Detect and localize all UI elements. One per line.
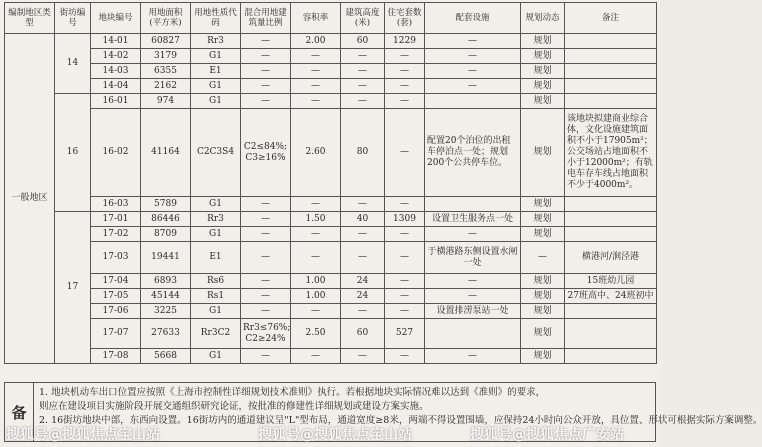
units-cell: — <box>385 289 425 304</box>
land-use-cell: Rr3C2 <box>191 319 241 349</box>
facilities-cell: — <box>425 274 521 289</box>
header-remarks: 备注 <box>565 3 657 34</box>
area-cell: 8709 <box>141 227 191 242</box>
table-row <box>5 212 657 227</box>
header-units: 住宅套数(套) <box>385 3 425 34</box>
area-cell: 86446 <box>141 212 191 227</box>
remark-cell: 该地块拟建商业综合体，文化设施建筑面积不小于17905m²；公交场站占地面积不小于12000m²；有轨电车存车线占地面积不少于4000m²。 <box>565 109 657 197</box>
far-cell: — <box>291 64 341 79</box>
height-cell: — <box>341 349 385 364</box>
table-row <box>5 94 657 109</box>
table-row <box>5 289 657 304</box>
plot-cell: 17-07 <box>91 319 141 349</box>
status-cell: 规划 <box>521 289 565 304</box>
far-cell: 1.00 <box>291 289 341 304</box>
land-use-cell: G1 <box>191 79 241 94</box>
facilities-cell: — <box>425 79 521 94</box>
far-cell: 1.50 <box>291 212 341 227</box>
land-use-cell: Rr3 <box>191 34 241 49</box>
plot-cell: 17-02 <box>91 227 141 242</box>
land-use-cell: Rr3 <box>191 212 241 227</box>
remark-cell <box>565 79 657 94</box>
area-cell: 3225 <box>141 304 191 319</box>
mix-ratio-cell: — <box>241 64 291 79</box>
units-cell: — <box>385 64 425 79</box>
plot-cell: 17-04 <box>91 274 141 289</box>
note-line-1: 1. 地块机动车出口位置应按照《上海市控制性详细规划技术准则》执行。若根据地块实际情况难以达到《准则》的要求， <box>39 387 546 398</box>
units-cell: — <box>385 79 425 94</box>
table-row <box>5 319 657 349</box>
far-cell: 2.00 <box>291 34 341 49</box>
facilities-cell: — <box>425 349 521 364</box>
area-cell: 45144 <box>141 289 191 304</box>
watermark: 搜狐号@搜狐焦点广安站 <box>470 427 624 443</box>
facilities-cell: — <box>425 34 521 49</box>
plot-cell: 14-02 <box>91 49 141 64</box>
remark-cell: 27班高中、24班初中 <box>565 289 657 304</box>
far-cell: — <box>291 227 341 242</box>
units-cell: 1229 <box>385 34 425 49</box>
mix-ratio-cell: — <box>241 274 291 289</box>
status-cell: 规划 <box>521 349 565 364</box>
watermark: 搜狐号@搜狐焦点宝山站 <box>6 427 160 443</box>
mix-ratio-cell: — <box>241 242 291 274</box>
street-cell: 16 <box>55 94 91 212</box>
far-cell: — <box>291 304 341 319</box>
height-cell: — <box>341 94 385 109</box>
remark-cell <box>565 49 657 64</box>
far-cell: — <box>291 79 341 94</box>
height-cell: 24 <box>341 274 385 289</box>
units-cell: 1309 <box>385 212 425 227</box>
header-row <box>5 3 657 34</box>
remark-cell <box>565 64 657 79</box>
facilities-cell: — <box>425 227 521 242</box>
table-row <box>5 34 657 49</box>
land-use-cell: G1 <box>191 227 241 242</box>
units-cell: — <box>385 94 425 109</box>
mix-ratio-cell: — <box>241 349 291 364</box>
mix-ratio-cell: — <box>241 197 291 212</box>
header-street: 街坊编号 <box>55 3 91 34</box>
mix-ratio-cell: — <box>241 227 291 242</box>
remark-cell <box>565 197 657 212</box>
height-cell: — <box>341 227 385 242</box>
status-cell: 规划 <box>521 34 565 49</box>
status-cell: 规划 <box>521 319 565 349</box>
area-cell: 2162 <box>141 79 191 94</box>
plot-cell: 17-08 <box>91 349 141 364</box>
area-cell: 27633 <box>141 319 191 349</box>
table-row <box>5 349 657 364</box>
far-cell: — <box>291 197 341 212</box>
area-cell: 974 <box>141 94 191 109</box>
remark-cell <box>565 227 657 242</box>
header-mix-ratio: 混合用地建筑量比例 <box>241 3 291 34</box>
note-line-2: 则应在建设项目实施阶段开展交通组织研究论证，按批准的修建性详细规划或建设方案实施。 <box>39 401 429 412</box>
table-row <box>5 227 657 242</box>
header-height: 建筑高度(米) <box>341 3 385 34</box>
table-row <box>5 109 657 197</box>
plot-cell: 17-05 <box>91 289 141 304</box>
height-cell: 80 <box>341 109 385 197</box>
height-cell: 24 <box>341 289 385 304</box>
table-row <box>5 274 657 289</box>
area-cell: 6893 <box>141 274 191 289</box>
plot-cell: 16-01 <box>91 94 141 109</box>
plot-cell: 14-01 <box>91 34 141 49</box>
facilities-cell <box>425 319 521 349</box>
area-cell: 60827 <box>141 34 191 49</box>
plot-cell: 16-03 <box>91 197 141 212</box>
table-row <box>5 197 657 212</box>
status-cell: 规划 <box>521 94 565 109</box>
far-cell: — <box>291 349 341 364</box>
height-cell: — <box>341 304 385 319</box>
planning-table <box>4 2 657 364</box>
remark-cell <box>565 34 657 49</box>
status-cell: 规划 <box>521 109 565 197</box>
facilities-cell: 配置20个泊位的出租车停泊点一处；规划200个公共停车位。 <box>425 109 521 197</box>
header-facilities: 配套设施 <box>425 3 521 34</box>
table-row <box>5 64 657 79</box>
area-cell: 41164 <box>141 109 191 197</box>
facilities-cell: — <box>425 49 521 64</box>
mix-ratio-cell: C2≤84%; C3≥16% <box>241 109 291 197</box>
table-row <box>5 242 657 274</box>
status-cell: 规划 <box>521 197 565 212</box>
units-cell: — <box>385 274 425 289</box>
plot-cell: 17-01 <box>91 212 141 227</box>
street-cell: 17 <box>55 212 91 364</box>
units-cell: — <box>385 227 425 242</box>
facilities-cell <box>425 197 521 212</box>
height-cell: — <box>341 64 385 79</box>
height-cell: — <box>341 197 385 212</box>
area-cell: 5668 <box>141 349 191 364</box>
table-body <box>5 34 657 364</box>
status-cell: — <box>521 242 565 274</box>
remark-cell: 横港河/涧泾港 <box>565 242 657 274</box>
mix-ratio-cell: — <box>241 49 291 64</box>
remark-cell <box>565 94 657 109</box>
mix-ratio-cell: Rr3≤76%; C2≥24% <box>241 319 291 349</box>
status-cell: 规划 <box>521 227 565 242</box>
far-cell: — <box>291 94 341 109</box>
land-use-cell: G1 <box>191 197 241 212</box>
facilities-cell: 设置排涝泵站一处 <box>425 304 521 319</box>
far-cell: — <box>291 242 341 274</box>
mix-ratio-cell: — <box>241 289 291 304</box>
far-cell: 1.00 <box>291 274 341 289</box>
remark-cell: 15班幼儿园 <box>565 274 657 289</box>
area-cell: 3179 <box>141 49 191 64</box>
header-status: 规划动态 <box>521 3 565 34</box>
facilities-cell: — <box>425 64 521 79</box>
units-cell: — <box>385 242 425 274</box>
note-line-3: 2. 16街坊地块中部，东西向设置。16街坊内的通道建议呈"L"型布局，通道宽度≥8米，两端不得设置围墙，应保持24小时向公众开放，具位置、形状可根据实际方案调整。 <box>39 415 762 426</box>
table-row <box>5 49 657 64</box>
area-cell: 6355 <box>141 64 191 79</box>
land-use-cell: E1 <box>191 242 241 274</box>
far-cell: — <box>291 49 341 64</box>
notes-text <box>39 386 762 428</box>
far-cell: 2.60 <box>291 109 341 197</box>
height-cell: — <box>341 49 385 64</box>
height-cell: — <box>341 242 385 274</box>
land-use-cell: Rs1 <box>191 289 241 304</box>
area-cell: 5789 <box>141 197 191 212</box>
mix-ratio-cell: — <box>241 94 291 109</box>
plot-cell: 16-02 <box>91 109 141 197</box>
watermark: 搜狐号@搜狐焦点宝山站 <box>258 427 412 443</box>
land-use-cell: Rs6 <box>191 274 241 289</box>
plot-cell: 14-04 <box>91 79 141 94</box>
far-cell: 2.50 <box>291 319 341 349</box>
land-use-cell: G1 <box>191 304 241 319</box>
units-cell: — <box>385 349 425 364</box>
remark-cell <box>565 304 657 319</box>
height-cell: 60 <box>341 319 385 349</box>
mix-ratio-cell: — <box>241 79 291 94</box>
notes-label: 备 <box>5 383 34 441</box>
units-cell: — <box>385 49 425 64</box>
height-cell: 60 <box>341 34 385 49</box>
plot-cell: 17-06 <box>91 304 141 319</box>
units-cell: — <box>385 304 425 319</box>
table-row <box>5 304 657 319</box>
street-cell: 14 <box>55 34 91 94</box>
facilities-cell: 设置卫生服务点一处 <box>425 212 521 227</box>
land-use-cell: C2C3S4 <box>191 109 241 197</box>
status-cell: 规划 <box>521 212 565 227</box>
units-cell: — <box>385 197 425 212</box>
header-plot: 地块编号 <box>91 3 141 34</box>
remark-cell <box>565 349 657 364</box>
status-cell: 规划 <box>521 79 565 94</box>
mix-ratio-cell: — <box>241 212 291 227</box>
plot-cell: 14-03 <box>91 64 141 79</box>
status-cell: 规划 <box>521 304 565 319</box>
remark-cell <box>565 212 657 227</box>
status-cell: 规划 <box>521 274 565 289</box>
facilities-cell: 于横港路东侧设置水闸一处 <box>425 242 521 274</box>
mix-ratio-cell: — <box>241 34 291 49</box>
facilities-cell: — <box>425 289 521 304</box>
height-cell: — <box>341 79 385 94</box>
mix-ratio-cell: — <box>241 304 291 319</box>
area-cell: 19441 <box>141 242 191 274</box>
plot-cell: 17-03 <box>91 242 141 274</box>
land-use-cell: G1 <box>191 49 241 64</box>
remark-cell <box>565 319 657 349</box>
header-area-type: 编制地区类型 <box>5 3 55 34</box>
facilities-cell <box>425 94 521 109</box>
header-land-area: 用地面积(平方米) <box>141 3 191 34</box>
header-land-use: 用地性质代码 <box>191 3 241 34</box>
status-cell: 规划 <box>521 49 565 64</box>
land-use-cell: E1 <box>191 64 241 79</box>
header-far: 容积率 <box>291 3 341 34</box>
land-use-cell: G1 <box>191 349 241 364</box>
table-row <box>5 79 657 94</box>
units-cell: — <box>385 109 425 197</box>
status-cell: 规划 <box>521 64 565 79</box>
height-cell: 40 <box>341 212 385 227</box>
area-type-cell: 一般地区 <box>5 34 55 364</box>
units-cell: 527 <box>385 319 425 349</box>
land-use-cell: G1 <box>191 94 241 109</box>
